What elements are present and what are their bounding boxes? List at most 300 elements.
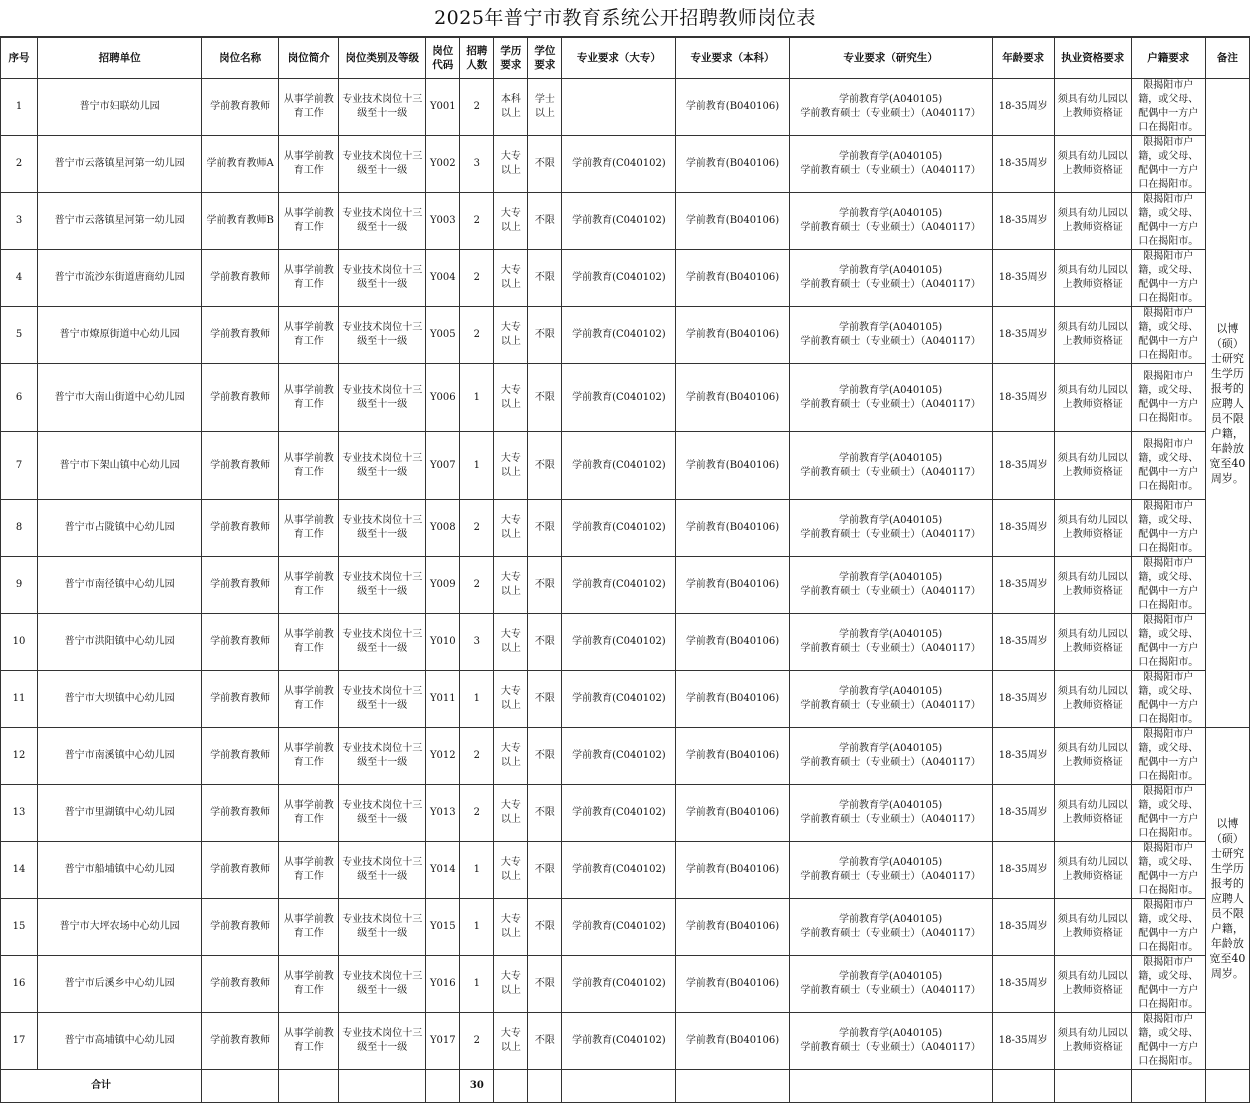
document-title: 2025年普宁市教育系统公开招聘教师岗位表 [0,0,1250,37]
cell-category: 专业技术岗位十三级至十一级 [339,500,426,557]
cell-edu: 大专以上 [494,728,528,785]
cell-code: Y017 [426,1013,460,1070]
cell-count: 2 [460,557,494,614]
cell-category: 专业技术岗位十三级至十一级 [339,193,426,250]
cell-major-bachelor: 学前教育(B040106) [676,785,789,842]
cell-edu: 大专以上 [494,307,528,364]
cell-major-grad [789,899,992,956]
cell-category: 专业技术岗位十三级至十一级 [339,364,426,432]
cell-post: 学前教育教师 [202,307,279,364]
empty-cell [676,1070,789,1103]
cell-intro: 从事学前教育工作 [279,136,339,193]
major-grad-line: 学前教育学(A040105) [838,800,943,811]
table-row [1,79,1250,136]
cell-major-grad [789,250,992,307]
cell-hukou: 限揭阳市户籍，或父母、配偶中一方户口在揭阳市。 [1131,956,1205,1013]
cell-degree: 不限 [528,364,562,432]
cell-major-grad [789,956,992,1013]
cell-count: 2 [460,728,494,785]
cell-post: 学前教育教师 [202,432,279,500]
cell-major-college: 学前教育(C040102) [562,136,676,193]
cell-major-grad [789,307,992,364]
cell-post: 学前教育教师 [202,614,279,671]
cell-unit: 普宁市占陇镇中心幼儿园 [38,500,202,557]
cell-intro: 从事学前教育工作 [279,307,339,364]
major-grad-line: 学前教育学(A040105) [838,384,943,396]
cell-major-college [562,79,676,136]
cell-age: 18-35周岁 [992,136,1054,193]
cell-qual: 须具有幼儿园以上教师资格证 [1054,432,1131,500]
cell-code: Y003 [426,193,460,250]
cell-qual: 须具有幼儿园以上教师资格证 [1054,956,1131,1013]
table-row [1,193,1250,250]
cell-age: 18-35周岁 [992,614,1054,671]
table-row [1,614,1250,671]
cell-degree: 不限 [528,956,562,1013]
cell-major-bachelor: 学前教育(B040106) [676,500,789,557]
cell-major-college: 学前教育(C040102) [562,671,676,728]
cell-qual: 须具有幼儿园以上教师资格证 [1054,79,1131,136]
cell-major-bachelor: 学前教育(B040106) [676,671,789,728]
cell-age: 18-35周岁 [992,1013,1054,1070]
cell-post: 学前教育教师A [202,136,279,193]
major-grad-line: 学前教育学(A040105) [838,208,943,219]
table-row [1,842,1250,899]
table-body [1,79,1250,1103]
major-grad-line: 学前教育学(A040105) [838,94,943,105]
cell-age: 18-35周岁 [992,307,1054,364]
cell-count: 1 [460,364,494,432]
cell-edu: 大专以上 [494,557,528,614]
major-grad-line: 学前教育学(A040105) [838,857,943,868]
empty-cell [1131,1070,1205,1103]
major-grad-line: 学前教育学(A040105) [838,686,943,697]
cell-degree: 不限 [528,1013,562,1070]
cell-intro: 从事学前教育工作 [279,671,339,728]
empty-cell [1205,1070,1249,1103]
cell-code: Y013 [426,785,460,842]
major-grad-line: 学前教育硕士（专业硕士）（A040117） [800,165,981,176]
cell-no: 8 [1,500,38,557]
cell-qual: 须具有幼儿园以上教师资格证 [1054,728,1131,785]
cell-count: 2 [460,1013,494,1070]
cell-edu: 大专以上 [494,842,528,899]
cell-major-grad [789,557,992,614]
cell-intro: 从事学前教育工作 [279,614,339,671]
cell-hukou: 限揭阳市户籍，或父母、配偶中一方户口在揭阳市。 [1131,136,1205,193]
cell-qual: 须具有幼儿园以上教师资格证 [1054,193,1131,250]
column-header: 岗位名称 [202,38,279,79]
column-header: 学位要求 [528,38,562,79]
cell-hukou: 限揭阳市户籍，或父母、配偶中一方户口在揭阳市。 [1131,842,1205,899]
empty-cell [528,1070,562,1103]
cell-category: 专业技术岗位十三级至十一级 [339,728,426,785]
cell-qual: 须具有幼儿园以上教师资格证 [1054,671,1131,728]
cell-degree: 不限 [528,307,562,364]
cell-count: 2 [460,500,494,557]
cell-no: 6 [1,364,38,432]
major-grad-line: 学前教育硕士（专业硕士）（A040117） [800,643,981,654]
cell-hukou: 限揭阳市户籍，或父母、配偶中一方户口在揭阳市。 [1131,193,1205,250]
empty-cell [339,1070,426,1103]
cell-age: 18-35周岁 [992,193,1054,250]
cell-major-grad [789,728,992,785]
major-grad-line: 学前教育硕士（专业硕士）（A040117） [800,279,981,290]
column-header: 年龄要求 [992,38,1054,79]
cell-count: 1 [460,899,494,956]
cell-major-bachelor: 学前教育(B040106) [676,614,789,671]
cell-edu: 大专以上 [494,250,528,307]
cell-major-bachelor: 学前教育(B040106) [676,842,789,899]
major-grad-line: 学前教育硕士（专业硕士）（A040117） [800,871,981,882]
cell-major-grad [789,136,992,193]
cell-age: 18-35周岁 [992,79,1054,136]
cell-major-college: 学前教育(C040102) [562,364,676,432]
major-grad-line: 学前教育硕士（专业硕士）（A040117） [800,757,981,768]
major-grad-line: 学前教育学(A040105) [838,914,943,925]
empty-cell [562,1070,676,1103]
cell-degree: 不限 [528,432,562,500]
cell-count: 2 [460,193,494,250]
cell-remark: 以博（硕）士研究生学历报考的应聘人员不限户籍，年龄放宽至40周岁。 [1205,79,1249,728]
cell-edu: 大专以上 [494,899,528,956]
cell-hukou: 限揭阳市户籍，或父母、配偶中一方户口在揭阳市。 [1131,500,1205,557]
table-row [1,250,1250,307]
column-header: 招聘人数 [460,38,494,79]
major-grad-line: 学前教育学(A040105) [838,572,943,583]
cell-edu: 大专以上 [494,432,528,500]
cell-major-college: 学前教育(C040102) [562,728,676,785]
cell-major-college: 学前教育(C040102) [562,557,676,614]
cell-major-grad [789,432,992,500]
column-header: 专业要求（本科） [676,38,789,79]
cell-category: 专业技术岗位十三级至十一级 [339,614,426,671]
cell-qual: 须具有幼儿园以上教师资格证 [1054,785,1131,842]
cell-unit: 普宁市云落镇星河第一幼儿园 [38,193,202,250]
cell-no: 10 [1,614,38,671]
cell-code: Y008 [426,500,460,557]
cell-major-college: 学前教育(C040102) [562,250,676,307]
cell-post: 学前教育教师 [202,842,279,899]
cell-category: 专业技术岗位十三级至十一级 [339,136,426,193]
major-grad-line: 学前教育学(A040105) [838,629,943,640]
cell-intro: 从事学前教育工作 [279,557,339,614]
cell-hukou: 限揭阳市户籍，或父母、配偶中一方户口在揭阳市。 [1131,614,1205,671]
cell-category: 专业技术岗位十三级至十一级 [339,432,426,500]
cell-code: Y009 [426,557,460,614]
column-header: 专业要求（大专） [562,38,676,79]
empty-cell [279,1070,339,1103]
cell-count: 1 [460,956,494,1013]
cell-post: 学前教育教师 [202,557,279,614]
empty-cell [426,1070,460,1103]
cell-qual: 须具有幼儿园以上教师资格证 [1054,307,1131,364]
cell-age: 18-35周岁 [992,671,1054,728]
cell-edu: 大专以上 [494,364,528,432]
cell-post: 学前教育教师 [202,956,279,1013]
cell-degree: 不限 [528,557,562,614]
major-grad-line: 学前教育硕士（专业硕士）（A040117） [800,700,981,711]
cell-degree: 不限 [528,671,562,728]
cell-major-bachelor: 学前教育(B040106) [676,557,789,614]
empty-cell [789,1070,992,1103]
cell-degree: 不限 [528,193,562,250]
table-row [1,728,1250,785]
major-grad-line: 学前教育硕士（专业硕士）（A040117） [800,336,981,347]
cell-degree: 不限 [528,500,562,557]
cell-major-bachelor: 学前教育(B040106) [676,899,789,956]
cell-edu: 本科以上 [494,79,528,136]
table-row [1,671,1250,728]
major-grad-line: 学前教育学(A040105) [838,1028,943,1039]
major-grad-line: 学前教育学(A040105) [838,151,943,162]
major-grad-line: 学前教育硕士（专业硕士）（A040117） [800,985,981,996]
cell-no: 16 [1,956,38,1013]
cell-code: Y007 [426,432,460,500]
table-row [1,307,1250,364]
cell-edu: 大专以上 [494,614,528,671]
cell-intro: 从事学前教育工作 [279,250,339,307]
cell-no: 2 [1,136,38,193]
cell-hukou: 限揭阳市户籍，或父母、配偶中一方户口在揭阳市。 [1131,728,1205,785]
cell-major-college: 学前教育(C040102) [562,842,676,899]
cell-unit: 普宁市南径镇中心幼儿园 [38,557,202,614]
cell-post: 学前教育教师 [202,728,279,785]
cell-no: 3 [1,193,38,250]
cell-hukou: 限揭阳市户籍，或父母、配偶中一方户口在揭阳市。 [1131,364,1205,432]
cell-edu: 大专以上 [494,193,528,250]
cell-post: 学前教育教师B [202,193,279,250]
column-header: 序号 [1,38,38,79]
column-header: 招聘单位 [38,38,202,79]
cell-major-grad [789,785,992,842]
cell-category: 专业技术岗位十三级至十一级 [339,1013,426,1070]
cell-qual: 须具有幼儿园以上教师资格证 [1054,557,1131,614]
cell-major-grad [789,500,992,557]
cell-no: 11 [1,671,38,728]
major-grad-line: 学前教育硕士（专业硕士）（A040117） [800,529,981,540]
cell-no: 5 [1,307,38,364]
cell-intro: 从事学前教育工作 [279,785,339,842]
cell-age: 18-35周岁 [992,500,1054,557]
cell-code: Y004 [426,250,460,307]
cell-intro: 从事学前教育工作 [279,1013,339,1070]
cell-qual: 须具有幼儿园以上教师资格证 [1054,364,1131,432]
major-grad-line: 学前教育硕士（专业硕士）（A040117） [800,586,981,597]
cell-hukou: 限揭阳市户籍，或父母、配偶中一方户口在揭阳市。 [1131,1013,1205,1070]
cell-code: Y005 [426,307,460,364]
cell-major-college: 学前教育(C040102) [562,614,676,671]
cell-major-bachelor: 学前教育(B040106) [676,956,789,1013]
cell-category: 专业技术岗位十三级至十一级 [339,79,426,136]
cell-count: 2 [460,307,494,364]
cell-major-grad [789,671,992,728]
cell-hukou: 限揭阳市户籍，或父母、配偶中一方户口在揭阳市。 [1131,432,1205,500]
cell-qual: 须具有幼儿园以上教师资格证 [1054,614,1131,671]
cell-edu: 大专以上 [494,1013,528,1070]
cell-intro: 从事学前教育工作 [279,728,339,785]
cell-major-bachelor: 学前教育(B040106) [676,1013,789,1070]
cell-hukou: 限揭阳市户籍，或父母、配偶中一方户口在揭阳市。 [1131,307,1205,364]
cell-count: 1 [460,842,494,899]
cell-major-college: 学前教育(C040102) [562,307,676,364]
cell-post: 学前教育教师 [202,899,279,956]
cell-major-grad [789,193,992,250]
cell-major-grad [789,842,992,899]
major-grad-line: 学前教育硕士（专业硕士）（A040117） [800,466,981,478]
cell-remark: 以博（硕）士研究生学历报考的应聘人员不限户籍，年龄放宽至40周岁。 [1205,728,1249,1070]
cell-major-bachelor: 学前教育(B040106) [676,307,789,364]
cell-code: Y012 [426,728,460,785]
cell-hukou: 限揭阳市户籍，或父母、配偶中一方户口在揭阳市。 [1131,785,1205,842]
cell-unit: 普宁市南溪镇中心幼儿园 [38,728,202,785]
total-label: 合计 [1,1070,202,1103]
cell-unit: 普宁市大坪农场中心幼儿园 [38,899,202,956]
cell-category: 专业技术岗位十三级至十一级 [339,785,426,842]
cell-qual: 须具有幼儿园以上教师资格证 [1054,899,1131,956]
major-grad-line: 学前教育学(A040105) [838,265,943,276]
cell-edu: 大专以上 [494,671,528,728]
major-grad-line: 学前教育学(A040105) [838,743,943,754]
cell-code: Y010 [426,614,460,671]
cell-degree: 学士以上 [528,79,562,136]
cell-degree: 不限 [528,842,562,899]
cell-major-bachelor: 学前教育(B040106) [676,364,789,432]
cell-qual: 须具有幼儿园以上教师资格证 [1054,1013,1131,1070]
cell-major-college: 学前教育(C040102) [562,500,676,557]
table-row [1,899,1250,956]
cell-major-grad [789,79,992,136]
cell-edu: 大专以上 [494,136,528,193]
cell-unit: 普宁市下架山镇中心幼儿园 [38,432,202,500]
table-row [1,1013,1250,1070]
cell-unit: 普宁市洪阳镇中心幼儿园 [38,614,202,671]
cell-post: 学前教育教师 [202,79,279,136]
table-row [1,500,1250,557]
empty-cell [992,1070,1054,1103]
column-header: 户籍要求 [1131,38,1205,79]
cell-degree: 不限 [528,728,562,785]
table-row [1,136,1250,193]
cell-count: 2 [460,785,494,842]
column-header: 学历要求 [494,38,528,79]
cell-major-grad [789,614,992,671]
cell-code: Y015 [426,899,460,956]
cell-age: 18-35周岁 [992,250,1054,307]
cell-major-bachelor: 学前教育(B040106) [676,250,789,307]
cell-intro: 从事学前教育工作 [279,500,339,557]
cell-degree: 不限 [528,136,562,193]
cell-code: Y001 [426,79,460,136]
cell-age: 18-35周岁 [992,728,1054,785]
cell-count: 1 [460,432,494,500]
cell-count: 2 [460,79,494,136]
cell-no: 15 [1,899,38,956]
major-grad-line: 学前教育硕士（专业硕士）（A040117） [800,814,981,825]
cell-major-grad [789,1013,992,1070]
cell-degree: 不限 [528,250,562,307]
cell-unit: 普宁市里湖镇中心幼儿园 [38,785,202,842]
cell-age: 18-35周岁 [992,956,1054,1013]
total-count: 30 [460,1070,494,1103]
cell-unit: 普宁市云落镇星河第一幼儿园 [38,136,202,193]
cell-age: 18-35周岁 [992,557,1054,614]
cell-qual: 须具有幼儿园以上教师资格证 [1054,250,1131,307]
cell-major-bachelor: 学前教育(B040106) [676,193,789,250]
cell-edu: 大专以上 [494,785,528,842]
cell-unit: 普宁市高埔镇中心幼儿园 [38,1013,202,1070]
cell-major-college: 学前教育(C040102) [562,956,676,1013]
cell-major-bachelor: 学前教育(B040106) [676,432,789,500]
cell-age: 18-35周岁 [992,432,1054,500]
cell-count: 3 [460,136,494,193]
cell-major-college: 学前教育(C040102) [562,899,676,956]
cell-no: 13 [1,785,38,842]
column-header: 执业资格要求 [1054,38,1131,79]
major-grad-line: 学前教育硕士（专业硕士）（A040117） [800,108,981,119]
cell-intro: 从事学前教育工作 [279,193,339,250]
cell-unit: 普宁市燎原街道中心幼儿园 [38,307,202,364]
cell-degree: 不限 [528,899,562,956]
table-row [1,956,1250,1013]
major-grad-line: 学前教育硕士（专业硕士）（A040117） [800,398,981,410]
cell-hukou: 限揭阳市户籍，或父母、配偶中一方户口在揭阳市。 [1131,899,1205,956]
table-row [1,364,1250,432]
cell-major-college: 学前教育(C040102) [562,193,676,250]
cell-qual: 须具有幼儿园以上教师资格证 [1054,136,1131,193]
cell-unit: 普宁市大坝镇中心幼儿园 [38,671,202,728]
cell-category: 专业技术岗位十三级至十一级 [339,557,426,614]
cell-count: 3 [460,614,494,671]
total-row [1,1070,1250,1103]
cell-unit: 普宁市妇联幼儿园 [38,79,202,136]
cell-count: 2 [460,250,494,307]
cell-intro: 从事学前教育工作 [279,364,339,432]
recruitment-table [0,37,1250,1103]
cell-intro: 从事学前教育工作 [279,79,339,136]
cell-qual: 须具有幼儿园以上教师资格证 [1054,500,1131,557]
major-grad-line: 学前教育硕士（专业硕士）（A040117） [800,928,981,939]
cell-code: Y006 [426,364,460,432]
cell-post: 学前教育教师 [202,1013,279,1070]
cell-age: 18-35周岁 [992,899,1054,956]
cell-no: 7 [1,432,38,500]
cell-post: 学前教育教师 [202,500,279,557]
table-row [1,432,1250,500]
cell-no: 12 [1,728,38,785]
cell-intro: 从事学前教育工作 [279,842,339,899]
cell-post: 学前教育教师 [202,364,279,432]
major-grad-line: 学前教育硕士（专业硕士）（A040117） [800,222,981,233]
cell-hukou: 限揭阳市户籍，或父母、配偶中一方户口在揭阳市。 [1131,557,1205,614]
cell-edu: 大专以上 [494,956,528,1013]
cell-category: 专业技术岗位十三级至十一级 [339,250,426,307]
header-row [1,38,1250,79]
major-grad-line: 学前教育学(A040105) [838,452,943,464]
cell-qual: 须具有幼儿园以上教师资格证 [1054,842,1131,899]
cell-code: Y014 [426,842,460,899]
major-grad-line: 学前教育学(A040105) [838,971,943,982]
column-header: 岗位简介 [279,38,339,79]
cell-intro: 从事学前教育工作 [279,899,339,956]
column-header: 专业要求（研究生） [789,38,992,79]
cell-code: Y016 [426,956,460,1013]
cell-no: 1 [1,79,38,136]
cell-category: 专业技术岗位十三级至十一级 [339,899,426,956]
cell-post: 学前教育教师 [202,671,279,728]
cell-major-bachelor: 学前教育(B040106) [676,136,789,193]
cell-edu: 大专以上 [494,500,528,557]
